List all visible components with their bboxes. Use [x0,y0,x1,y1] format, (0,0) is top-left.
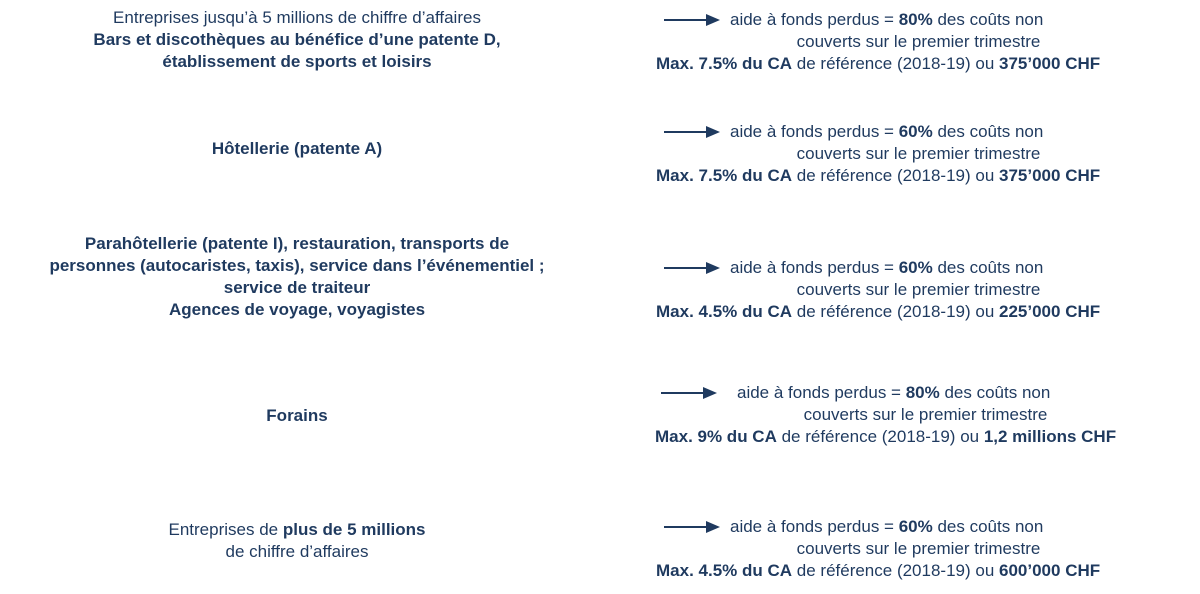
right-arrow-icon [664,13,720,27]
aid-percentage: 80% [898,10,933,29]
aid-rate-text: aide à fonds perdus = 60% des coûts non [730,122,1044,141]
max-amount-text: Max. 9% du CA de référence (2018-19) ou 1,2 millions CHF [655,427,1117,446]
aid-percentage: 80% [905,383,940,402]
category-line: Agences de voyage, voyagistes [168,300,426,319]
category-line: de chiffre d’affaires [225,542,369,561]
max-amount: 600’000 CHF [999,561,1101,580]
aid-percentage: 60% [898,258,933,277]
coverage-text: couverts sur le premier trimestre [796,32,1041,51]
max-amount: 1,2 millions CHF [983,427,1117,446]
aid-rate-text: aide à fonds perdus = 80% des coûts non [730,10,1044,29]
category-line: établissement de sports et loisirs [162,52,432,71]
aid-block [650,121,1185,187]
aid-rate-text: aide à fonds perdus = 80% des coûts non [737,383,1051,402]
max-amount: 375’000 CHF [999,166,1101,185]
aid-block [650,9,1185,75]
aid-rate-text: aide à fonds perdus = 60% des coûts non [730,258,1044,277]
aid-block [647,382,1182,448]
coverage-text: couverts sur le premier trimestre [803,405,1048,424]
max-amount-text: Max. 4.5% du CA de référence (2018-19) ou 600’000 CHF [656,561,1101,580]
category-label [0,233,594,321]
max-amount-text: Max. 4.5% du CA de référence (2018-19) ou 225’000 CHF [656,302,1101,321]
aid-percentage: 60% [898,122,933,141]
aid-block [650,516,1185,582]
category-label [0,7,594,73]
category-label [0,519,594,563]
right-arrow-icon [664,520,720,534]
right-arrow-icon [661,386,717,400]
coverage-text: couverts sur le premier trimestre [796,539,1041,558]
max-amount: 225’000 CHF [999,302,1101,321]
aid-block [650,257,1185,323]
coverage-text: couverts sur le premier trimestre [796,280,1041,299]
right-arrow-icon [664,261,720,275]
right-arrow-icon [664,125,720,139]
max-amount: 375’000 CHF [999,54,1101,73]
category-line: Forains [266,406,328,425]
max-amount-text: Max. 7.5% du CA de référence (2018-19) ou 375’000 CHF [656,166,1101,185]
coverage-text: couverts sur le premier trimestre [796,144,1041,163]
category-label [0,405,594,427]
category-line: service de traiteur [223,278,371,297]
category-line: Hôtellerie (patente A) [211,139,383,158]
category-line: Entreprises jusqu’à 5 millions de chiffre d’affaires [113,8,481,27]
category-line: Entreprises de plus de 5 millions [168,520,426,539]
category-line: Parahôtellerie (patente I), restauration, transports de [84,234,510,253]
category-line: personnes (autocaristes, taxis), service dans l’événementiel ; [49,256,545,275]
max-amount-text: Max. 7.5% du CA de référence (2018-19) ou 375’000 CHF [656,54,1101,73]
category-line: Bars et discothèques au bénéfice d’une patente D, [93,30,501,49]
aid-rate-text: aide à fonds perdus = 60% des coûts non [730,517,1044,536]
aid-percentage: 60% [898,517,933,536]
category-label [0,138,594,160]
